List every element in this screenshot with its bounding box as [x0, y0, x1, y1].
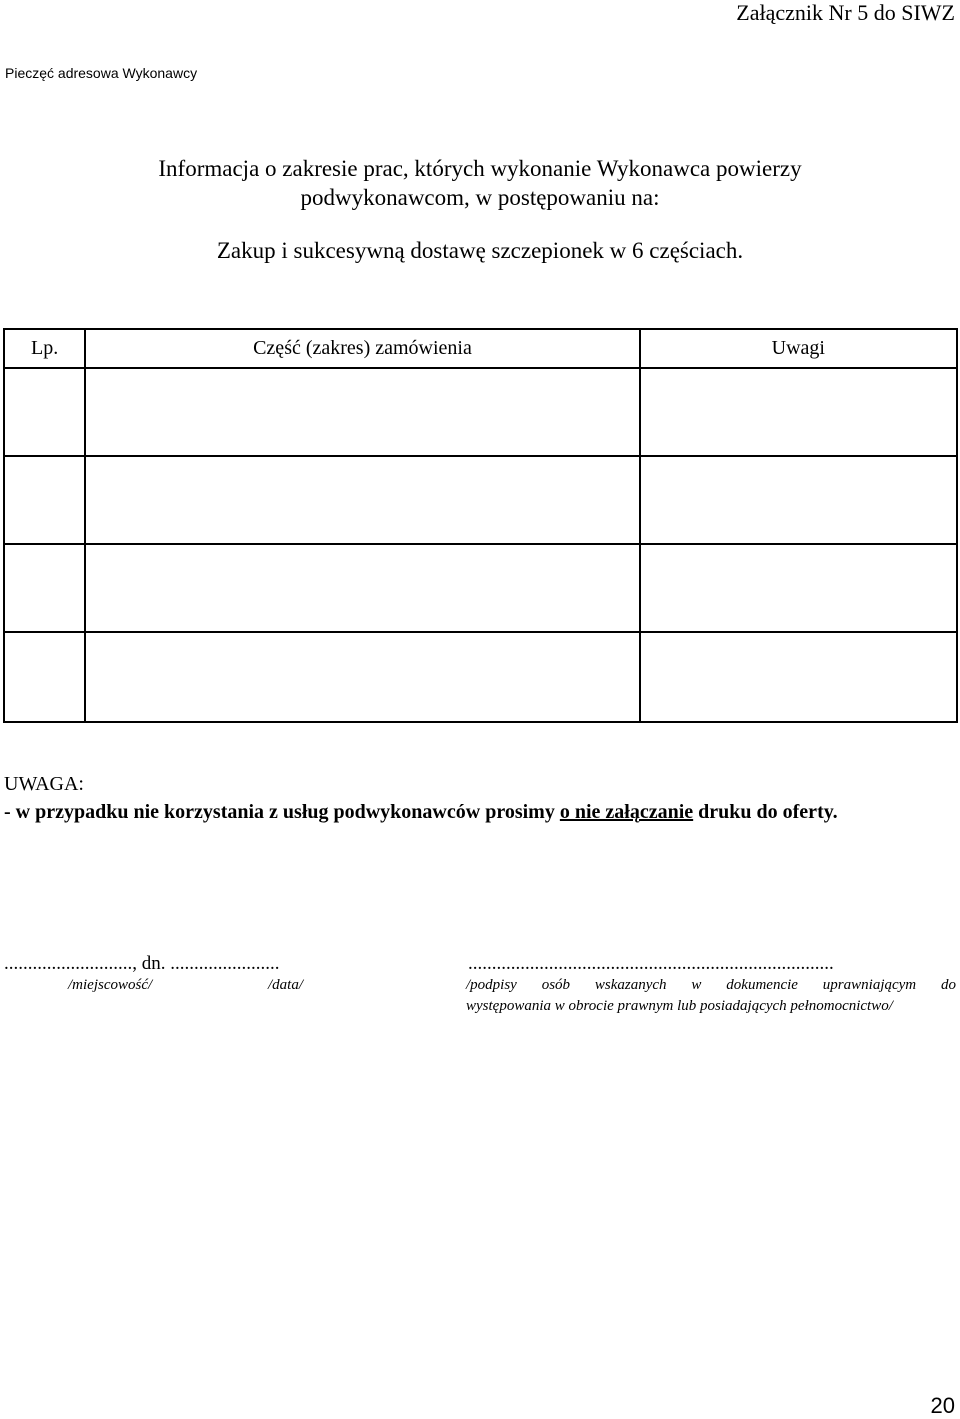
- signature-caption-line-2: występowania w obrocie prawnym lub posiadających pełnomocnictwo/: [466, 998, 893, 1014]
- note-text-before: - w przypadku nie korzystania z usług podwykonawców prosimy: [4, 801, 560, 823]
- place-date-line: ..........................., dn. .......................: [4, 953, 280, 974]
- signature-line: .............................................................................: [468, 953, 834, 974]
- cell-lp[interactable]: [4, 368, 85, 456]
- cell-notes[interactable]: [640, 368, 957, 456]
- page-number: 20: [930, 1393, 955, 1418]
- cell-notes[interactable]: [640, 544, 957, 632]
- note-text-after: druku do oferty.: [693, 801, 838, 823]
- note-text-underlined: o nie załączanie: [559, 801, 694, 823]
- date-caption: /data/: [268, 977, 304, 993]
- table-header-row: [4, 329, 957, 368]
- cell-part-scope[interactable]: [85, 632, 639, 722]
- header-lp: Lp.: [4, 329, 85, 368]
- cell-lp[interactable]: [4, 632, 85, 722]
- attachment-label: Załącznik Nr 5 do SIWZ: [736, 0, 955, 25]
- title-line-2: podwykonawcom, w postępowaniu na:: [300, 185, 660, 210]
- table-row: [4, 368, 957, 456]
- cell-part-scope[interactable]: [85, 368, 639, 456]
- subcontract-table: [3, 328, 958, 723]
- note-text: [4, 798, 954, 826]
- cell-lp[interactable]: [4, 456, 85, 544]
- procurement-subject: Zakup i sukcesywną dostawę szczepionek w 6 częściach.: [216, 238, 744, 263]
- header-notes: Uwagi: [640, 329, 957, 368]
- table-row: [4, 544, 957, 632]
- cell-notes[interactable]: [640, 632, 957, 722]
- document-title: [0, 154, 960, 212]
- table-row: [4, 632, 957, 722]
- cell-part-scope[interactable]: [85, 456, 639, 544]
- company-stamp-label: Pieczęć adresowa Wykonawcy: [5, 65, 198, 81]
- note-heading: UWAGA:: [4, 773, 84, 795]
- cell-lp[interactable]: [4, 544, 85, 632]
- signature-caption-line-1: /podpisy osób wskazanych w dokumencie uprawniającym do: [466, 977, 956, 993]
- note-block: [4, 770, 954, 826]
- table-row: [4, 456, 957, 544]
- header-part-scope: Część (zakres) zamówienia: [85, 329, 639, 368]
- place-caption: /miejscowość/: [68, 977, 153, 993]
- title-line-1: Informacja o zakresie prac, których wykonanie Wykonawca powierzy: [158, 156, 802, 181]
- cell-part-scope[interactable]: [85, 544, 639, 632]
- cell-notes[interactable]: [640, 456, 957, 544]
